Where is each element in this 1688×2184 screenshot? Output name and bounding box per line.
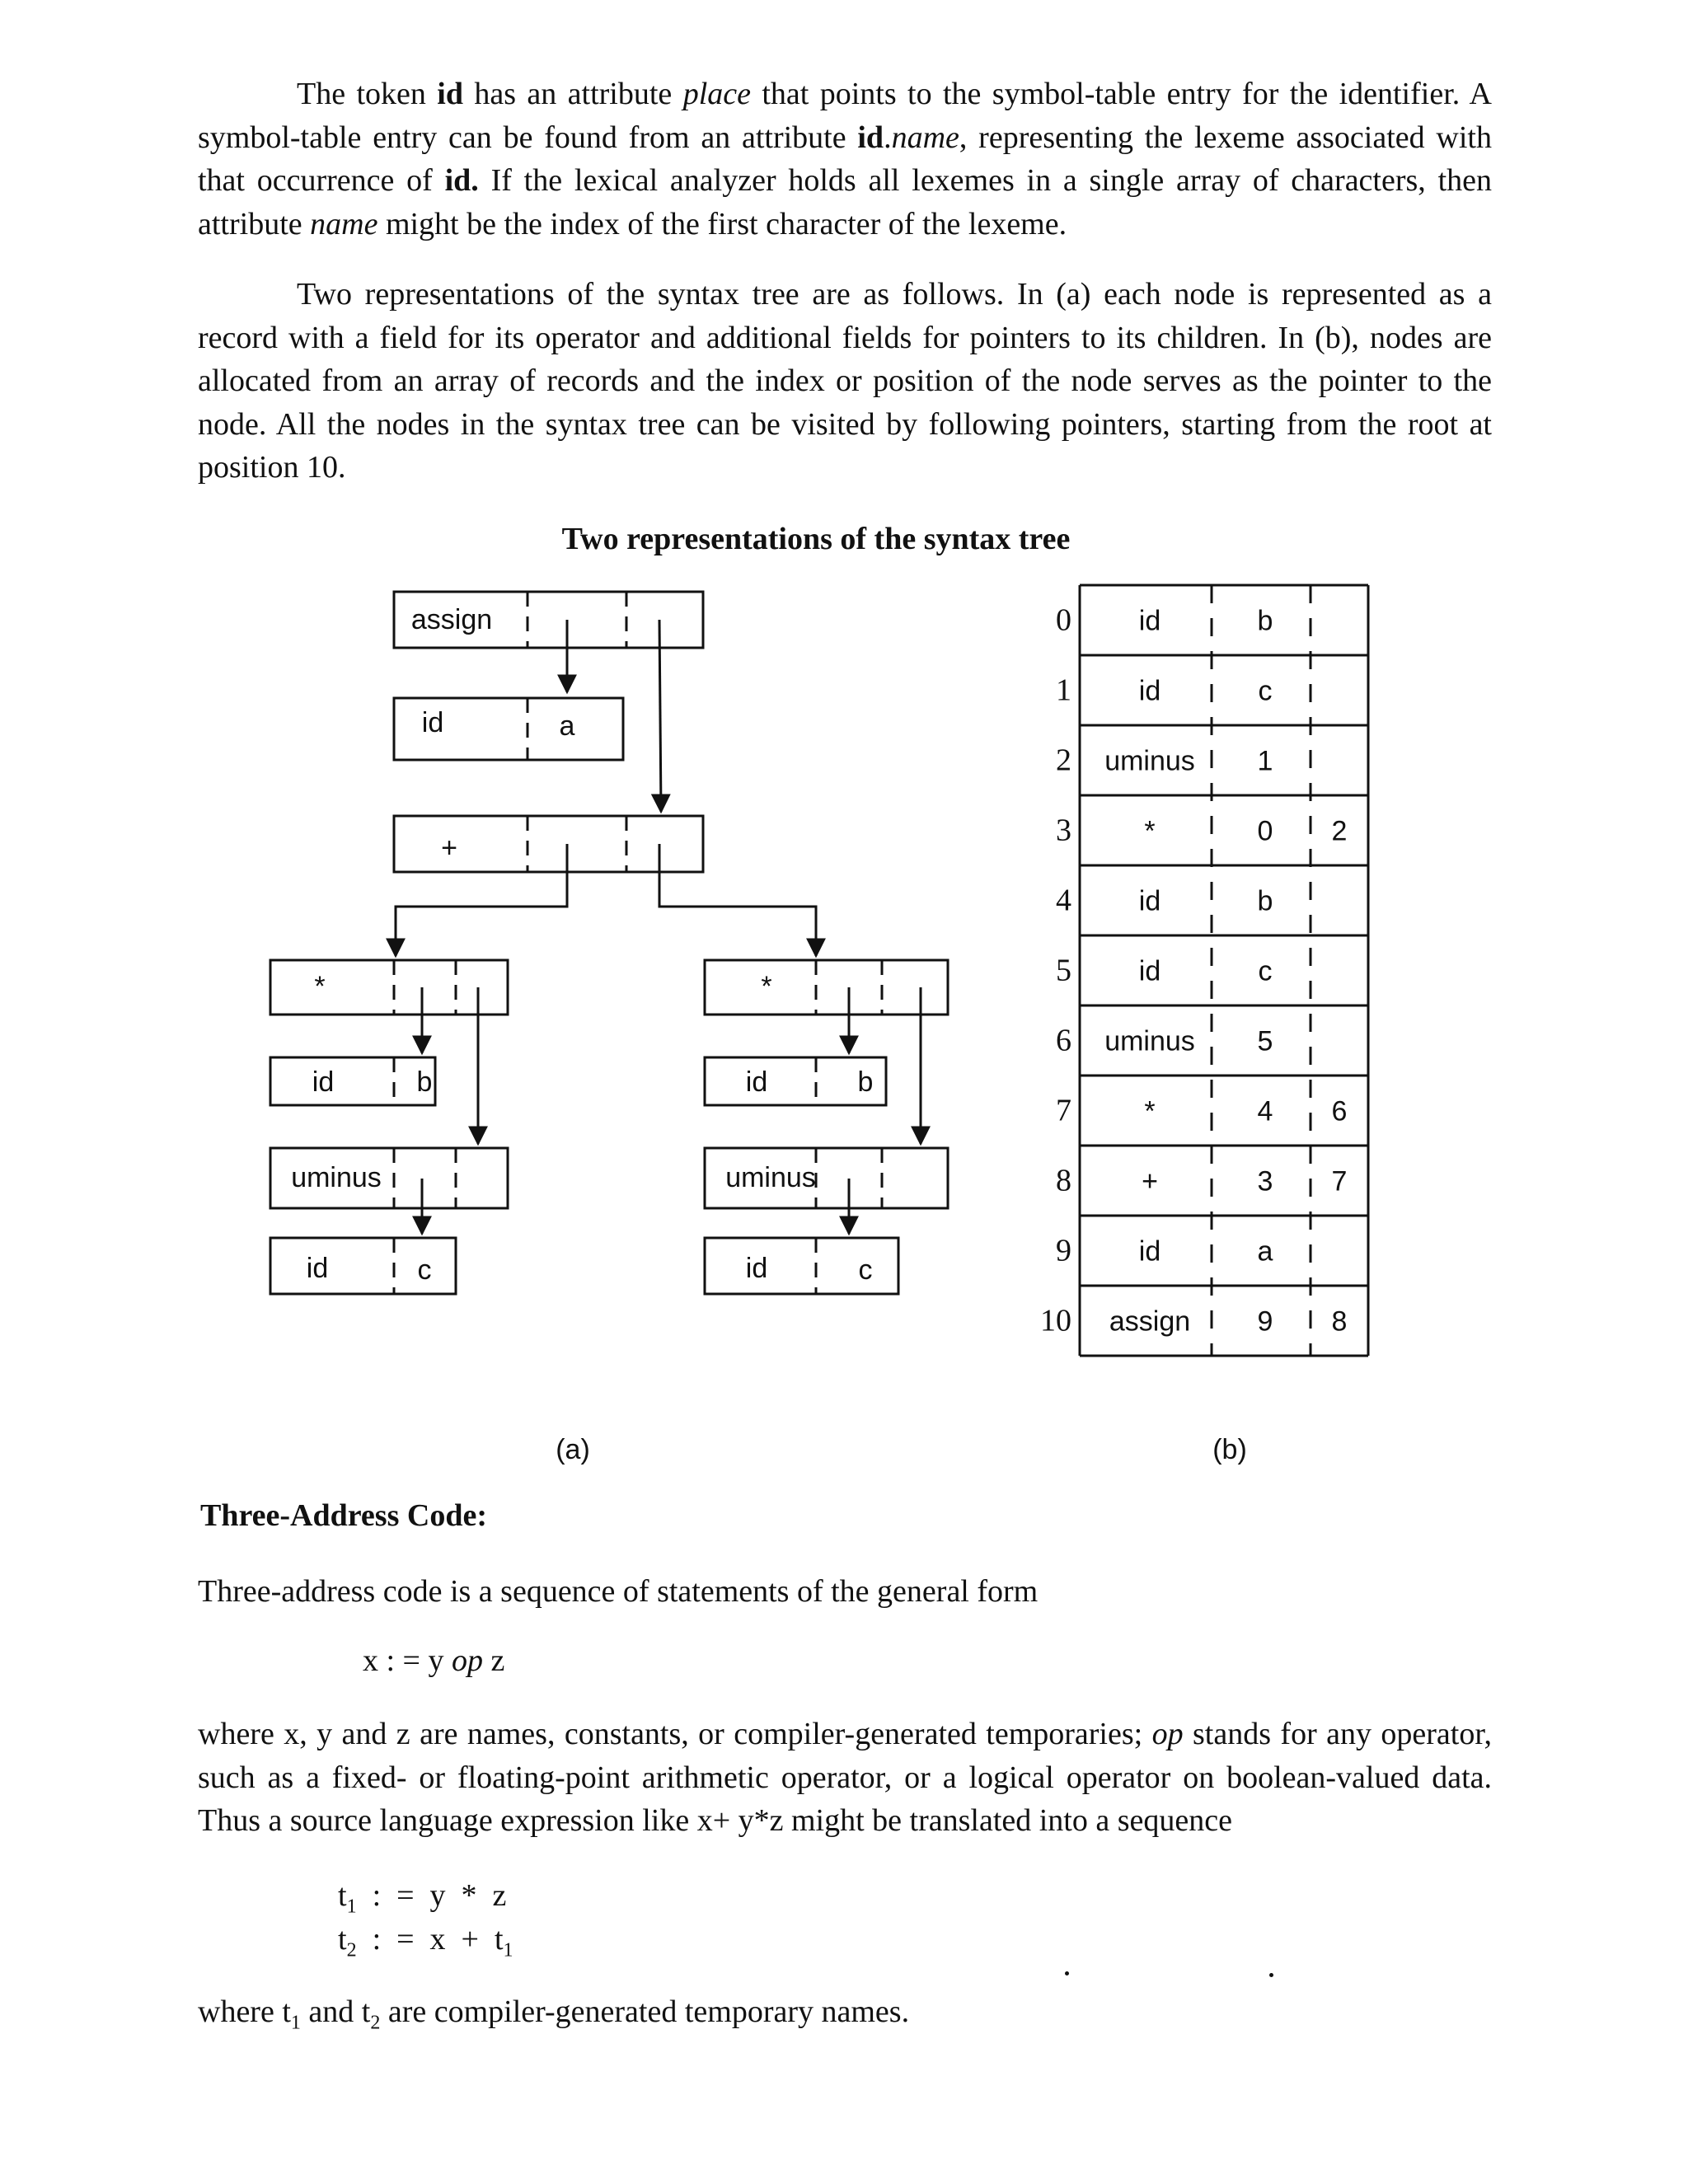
plus-label: + bbox=[441, 832, 457, 864]
row-arg1: 9 bbox=[1257, 1305, 1273, 1338]
row-op: uminus bbox=[1104, 1025, 1195, 1057]
row-index: 9 bbox=[1056, 1233, 1071, 1268]
row-arg1: 1 bbox=[1257, 745, 1273, 777]
row-index: 3 bbox=[1056, 813, 1071, 848]
row-arg1: a bbox=[1257, 1235, 1273, 1268]
figure-title: Two representations of the syntax tree bbox=[561, 522, 1071, 556]
row-index: 0 bbox=[1056, 602, 1071, 638]
row-index: 4 bbox=[1056, 883, 1071, 918]
caption-b: (b) bbox=[1212, 1434, 1247, 1465]
row-arg2: 6 bbox=[1331, 1095, 1348, 1127]
left-c-label: c bbox=[417, 1254, 432, 1286]
tac-line-1: $t_1$ : = y * z bbox=[338, 1878, 507, 1918]
right-id2-label: id bbox=[745, 1253, 768, 1284]
row-index: 5 bbox=[1056, 953, 1071, 988]
row-arg1: 4 bbox=[1257, 1095, 1273, 1127]
row-op: assign bbox=[1109, 1305, 1191, 1338]
general-form: x : = y op z bbox=[363, 1643, 505, 1678]
row-op: * bbox=[1144, 1095, 1156, 1127]
row-op: id bbox=[1138, 605, 1161, 637]
right-b-label: b bbox=[857, 1066, 874, 1098]
row-index: 2 bbox=[1056, 743, 1071, 778]
right-uminus-label: uminus bbox=[725, 1162, 816, 1193]
tree-pointers bbox=[396, 620, 921, 1234]
stray-dot bbox=[1269, 1973, 1273, 1977]
row-arg2: 2 bbox=[1331, 815, 1348, 847]
row-op: * bbox=[1144, 815, 1156, 847]
row-arg1: b bbox=[1257, 885, 1273, 917]
row-op: id bbox=[1138, 675, 1161, 707]
left-id-label: id bbox=[312, 1066, 335, 1098]
right-id-label: id bbox=[745, 1066, 768, 1098]
paragraph-token-id: The token id has an attribute place that points to the symbol-table entry for the identifier. A symbol-table entry can be found from an attribute id.name, representing the lexeme associated with that occurrence of id. If the lexical analyzer holds all lexemes in a single array of characters, then attribute name might be the index of the first character of the lexeme. bbox=[198, 77, 1492, 241]
row-op: id bbox=[1138, 1235, 1161, 1268]
row-index: 1 bbox=[1056, 673, 1071, 708]
row-op: id bbox=[1138, 885, 1161, 917]
left-id-b-node bbox=[270, 1057, 435, 1105]
paragraph-representations: Two representations of the syntax tree are as follows. In (a) each node is represented as a record with a field for its operator and additional fields for pointers to its children. In (b), nodes are allocated from an array of records and the index or position of the node serves as the pointer to the node. All the nodes in the syntax tree can be visited by following pointers, starting from the root at position 10. bbox=[198, 277, 1492, 485]
left-star-node bbox=[270, 960, 508, 1015]
tac-intro: Three-address code is a sequence of statements of the general form bbox=[198, 1574, 1039, 1609]
tac-closing: where $t_1$ and $t_2$ are compiler-generated temporary names. bbox=[198, 1994, 910, 2034]
left-id2-label: id bbox=[306, 1253, 329, 1284]
left-b-label: b bbox=[416, 1066, 433, 1098]
id-a-label: id bbox=[421, 707, 444, 738]
right-c-label: c bbox=[858, 1254, 873, 1286]
row-arg1: b bbox=[1257, 605, 1273, 637]
row-op: id bbox=[1138, 955, 1161, 987]
row-op: uminus bbox=[1104, 745, 1195, 777]
row-arg1: c bbox=[1258, 675, 1273, 707]
row-arg1: c bbox=[1258, 955, 1273, 987]
tac-line-2: $t_2$ : = $x + t_1$ bbox=[338, 1922, 513, 1961]
left-uminus-label: uminus bbox=[291, 1162, 382, 1193]
row-index: 10 bbox=[1040, 1303, 1071, 1338]
row-index: 6 bbox=[1056, 1023, 1071, 1058]
stray-dot bbox=[1065, 1971, 1069, 1975]
left-star-label: * bbox=[314, 971, 326, 1002]
row-arg1: 5 bbox=[1257, 1025, 1273, 1057]
node-array-table bbox=[1040, 585, 1368, 1356]
tac-explanation: where x, y and z are names, constants, or compiler-generated temporaries; op stands for any operator, such as a fixed- or floating-point arithmetic operator, or a logical operator on boolean-valued data. Thus a source language expression like x+ y*z might be translated into a sequence bbox=[198, 1717, 1492, 1838]
caption-a: (a) bbox=[556, 1434, 590, 1465]
section-heading: Three-Address Code: bbox=[200, 1498, 487, 1533]
row-arg2: 8 bbox=[1331, 1305, 1348, 1338]
a-label: a bbox=[559, 710, 575, 742]
right-star-label: * bbox=[761, 971, 772, 1002]
right-star-node bbox=[705, 960, 948, 1015]
row-arg2: 7 bbox=[1331, 1165, 1348, 1197]
row-arg1: 0 bbox=[1257, 815, 1273, 847]
assign-label: assign bbox=[410, 604, 493, 635]
row-op: + bbox=[1142, 1165, 1158, 1197]
row-index: 7 bbox=[1056, 1093, 1071, 1128]
row-arg1: 3 bbox=[1257, 1165, 1273, 1197]
row-index: 8 bbox=[1056, 1163, 1071, 1198]
